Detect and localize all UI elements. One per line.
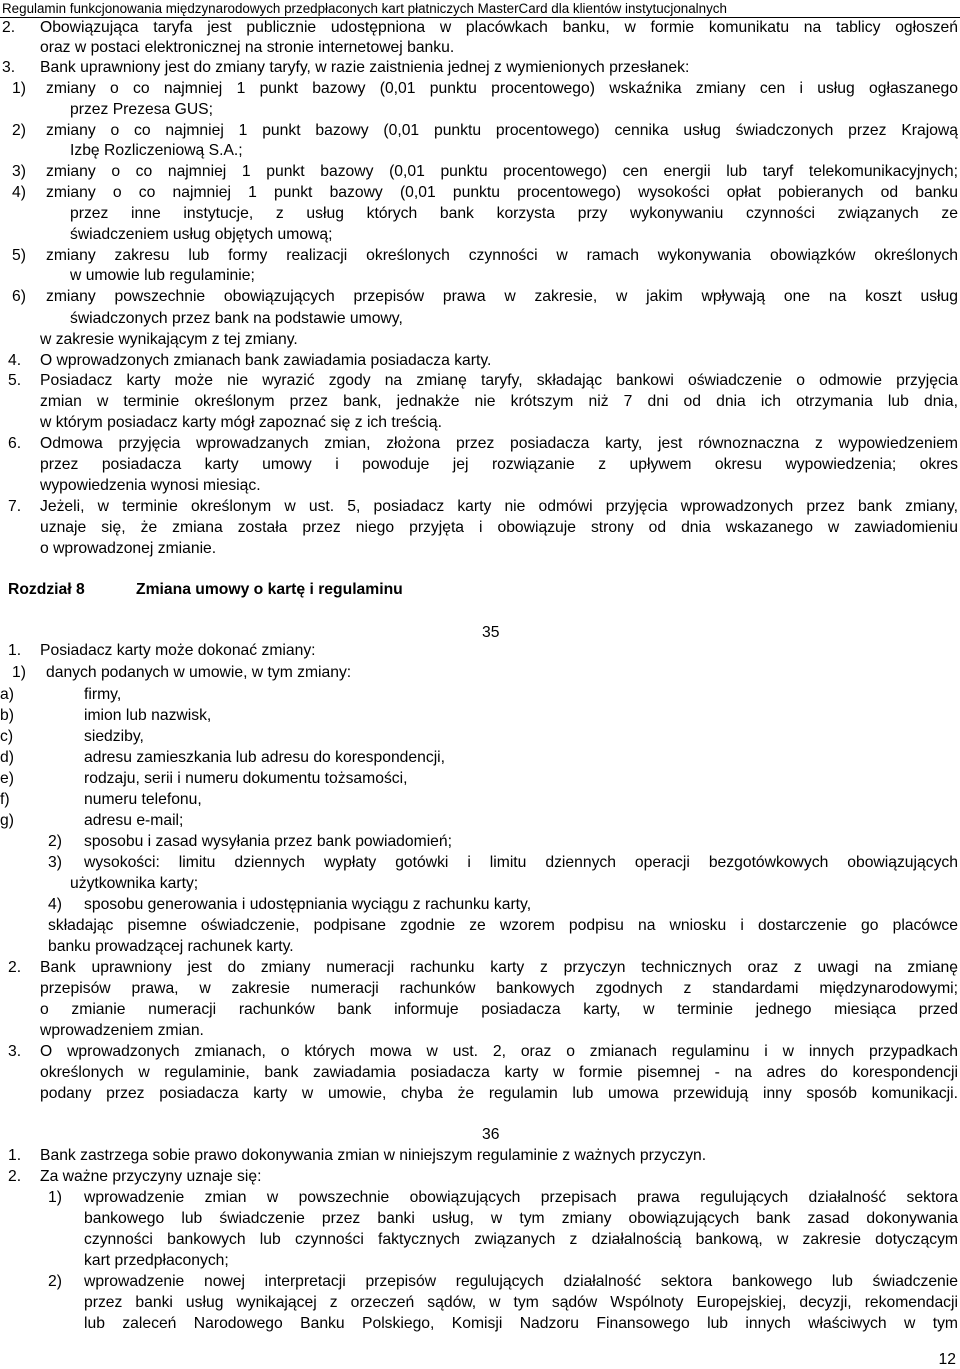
text-line: Izbę Rozliczeniową S.A.; [70, 142, 243, 159]
text-line: w którym posiadacz karty mógł zapoznać się z ich treścią. [40, 414, 442, 431]
text-line: lub zaleceń Narodowego Banku Polskiego, Komisji Nadzoru Finansowego lub innych właściwych w tym [84, 1315, 958, 1332]
text-line: Posiadacz karty może nie wyrazić zgody na zmianę taryfy, składając bankowi oświadczenie o odmowie przyjęcia [40, 372, 958, 389]
text-line: zmiany o co najmniej 1 punkt bazowy (0,01 punktu procentowego) cennika usług świadczonych przez Krajową [46, 122, 958, 139]
text-line: banku prowadzącej rachunek karty. [48, 938, 294, 955]
running-header-title: Regulamin funkcjonowania międzynarodowych przedpłaconych kart płatniczych MasterCard dla klientów instytucjonalnych [2, 1, 727, 16]
item-number: 5) [12, 247, 26, 264]
text-line: składając pisemne oświadczenie, podpisane zgodnie ze wzorem podpisu na wniosku i dostarczenie go placówce [48, 917, 958, 934]
item-number: 1. [8, 642, 22, 659]
text-line: wprowadzenie zmian w powszechnie obowiązujących przepisach prawa regulujących działalność sektora [84, 1189, 958, 1206]
item-number: 6) [12, 288, 26, 305]
text-line: wysokości: limitu dziennych wypłaty gotówki i limitu dziennych operacji bezgotówkowych obowiązujących [84, 854, 958, 871]
item-number: 4) [48, 896, 62, 913]
item-number: d) [0, 749, 14, 766]
text-line: sposobu generowania i udostępniania wyciągu z rachunku karty, [84, 896, 532, 913]
item-number: 2) [48, 833, 62, 850]
text-line: zmiany o co najmniej 1 punkt bazowy (0,01 punktu procentowego) wskaźnika zmiany cen i usług ogłaszanego [46, 80, 958, 97]
section-mark: 36 [482, 1126, 500, 1143]
text-line: zmiany zakresu lub formy realizacji określonych czynności w ramach wykonywania obowiązków określonych [46, 247, 958, 264]
item-number: 2. [8, 959, 22, 976]
item-number: f) [0, 791, 10, 808]
item-number: 1) [12, 664, 26, 681]
text-line: Posiadacz karty może dokonać zmiany: [40, 642, 316, 659]
text-line: zmiany powszechnie obowiązujących przepisów prawa w zakresie, w jakim wpływają one na koszt usług [46, 288, 958, 305]
text-line: wprowadzeniem zmian. [40, 1022, 204, 1039]
text-line: Bank uprawniony jest do zmiany numeracji rachunku karty z przyczyn technicznych oraz z uwagi na zmianę [40, 959, 958, 976]
page-number: 12 [938, 1351, 956, 1368]
text-line: Bank uprawniony jest do zmiany taryfy, w razie zaistnienia jednej z wymienionych przesłanek: [40, 59, 690, 76]
item-number: 3) [48, 854, 62, 871]
item-number: 2. [8, 1168, 22, 1185]
text-line: przez inne instytucje, z usług których bank korzysta przy wykonywaniu czynności związanych ze [70, 205, 958, 222]
text-line: czynności bankowych lub czynności faktycznych związanych z działalnością bankową, w zakresie dotyczącym [84, 1231, 958, 1248]
text-line: kart przedpłaconych; [84, 1252, 229, 1269]
text-line: zmiany o co najmniej 1 punkt bazowy (0,01 punktu procentowego) cen energii lub taryf telekomunikacyjnych; [46, 163, 958, 180]
text-line: imion lub nazwisk, [84, 707, 212, 724]
item-number: a) [0, 686, 14, 703]
item-number: g) [0, 812, 14, 829]
item-number: 2) [12, 122, 26, 139]
text-line: Za ważne przyczyny uznaje się: [40, 1168, 262, 1185]
section-mark: 35 [482, 624, 500, 641]
item-number: 1) [48, 1189, 62, 1206]
section-heading: Rozdział 8 [8, 581, 85, 598]
text-line: Obowiązująca taryfa jest publicznie udostępniona w placówkach banku, w formie komunikatu na tablicy ogłoszeń [40, 19, 958, 36]
text-line: danych podanych w umowie, w tym zmiany: [46, 664, 352, 681]
text-line: sposobu i zasad wysyłania przez bank powiadomień; [84, 833, 452, 850]
text-line: wprowadzenie nowej interpretacji przepisów regulujących działalność sektora bankowego lub świadczenie [84, 1273, 958, 1290]
text-line: przez banki usług wynikającej z orzeczeń sądów, w tym sądów Wspólnoty Europejskiej, decyzji, rekomendacji [84, 1294, 958, 1311]
item-number: e) [0, 770, 14, 787]
item-number: 1. [8, 1147, 22, 1164]
text-line: określonych w regulaminie, bank zawiadamia posiadacza karty w formie pisemnej - na adres do korespondencji [40, 1064, 958, 1081]
text-line: przez Prezesa GUS; [70, 101, 213, 118]
text-line: numeru telefonu, [84, 791, 202, 808]
text-line: adresu zamieszkania lub adresu do korespondencji, [84, 749, 446, 766]
text-line: o zmianie numeracji rachunków bank informuje posiadacza karty, w terminie jednego miesiąca przed [40, 1001, 958, 1018]
text-line: O wprowadzonych zmianach bank zawiadamia posiadacza karty. [40, 352, 492, 369]
text-line: Odmowa przyjęcia wprowadzanych zmian, złożona przez posiadacza karty, jest równoznaczna z wypowiedzeniem [40, 435, 958, 452]
text-line: O wprowadzonych zmianach, o których mowa w ust. 2, oraz o zmianach regulaminu i w innych przypadkach [40, 1043, 958, 1060]
text-line: bankowego lub świadczenie przez banki usług, w tym zmiany obowiązujących bank zasad dokonywania [84, 1210, 958, 1227]
item-number: 7. [8, 498, 22, 515]
item-number: 3) [12, 163, 26, 180]
item-number: 2) [48, 1273, 62, 1290]
text-line: rodzaju, serii i numeru dokumentu tożsamości, [84, 770, 408, 787]
text-line: Bank zastrzega sobie prawo dokonywania zmian w niniejszym regulaminie z ważnych przyczyn. [40, 1147, 707, 1164]
text-line: podany przez posiadacza karty w umowie, chyba że regulamin lub umowa przewidują inny sposób komunikacji. [40, 1085, 958, 1102]
text-line: zmiany o co najmniej 1 punkt bazowy (0,01 punktu procentowego) wysokości opłat pobieranych od banku [46, 184, 958, 201]
section-heading: Zmiana umowy o kartę i regulaminu [136, 581, 403, 598]
text-line: przepisów prawa, w zakresie numeracji rachunków bankowych zgodnych z standardami międzynarodowymi; [40, 980, 958, 997]
text-line: w umowie lub regulaminie; [70, 267, 255, 284]
item-number: 3. [8, 1043, 22, 1060]
text-line: siedziby, [84, 728, 144, 745]
item-number: 4. [8, 352, 22, 369]
item-number: 5. [8, 372, 22, 389]
item-number: 1) [12, 80, 26, 97]
text-line: w zakresie wynikającym z tej zmiany. [40, 331, 298, 348]
item-number: b) [0, 707, 14, 724]
text-line: użytkownika karty; [70, 875, 199, 892]
text-line: firmy, [84, 686, 122, 703]
item-number: 4) [12, 184, 26, 201]
text-line: świadczeniem usług objętych umową; [70, 226, 333, 243]
text-line: przez posiadacza karty umowy i powoduje jej rozwiązanie z upływem okresu wypowiedzenia; okres [40, 456, 958, 473]
text-line: o wprowadzonej zmianie. [40, 540, 217, 557]
text-line: adresu e-mail; [84, 812, 184, 829]
item-number: c) [0, 728, 14, 745]
text-line: zmian w terminie określonym przez bank, jednakże nie krótszym niż 7 dni od dnia ich otrzymania lub dnia, [40, 393, 958, 410]
text-line: uznaje się, że zmiana została przez niego przyjęta i obowiązuje strony od dnia wskazanego w zawiadomieniu [40, 519, 958, 536]
text-line: Jeżeli, w terminie określonym w ust. 5, posiadacz karty nie odmówi przyjęcia wprowadzonych przez bank zmiany, [40, 498, 958, 515]
text-line: oraz w postaci elektronicznej na stronie internetowej banku. [40, 39, 455, 56]
item-number: 2. [2, 19, 16, 36]
item-number: 3. [2, 59, 16, 76]
item-number: 6. [8, 435, 22, 452]
text-line: wypowiedzenia wynosi miesiąc. [40, 477, 261, 494]
text-line: świadczonych przez bank na podstawie umowy, [70, 310, 403, 327]
